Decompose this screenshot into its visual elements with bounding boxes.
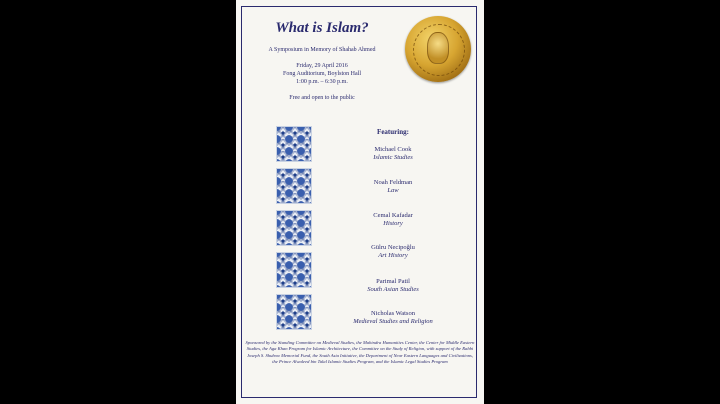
featuring-heading: Featuring: <box>377 128 409 136</box>
speaker-name: Noah Feldman <box>373 179 413 186</box>
speaker-field: South Asian Studies <box>367 286 419 293</box>
tile-pattern-image <box>276 126 312 162</box>
speaker-entry <box>328 278 458 294</box>
speaker-name: Parimal Patil <box>376 278 410 285</box>
speaker-name: Michael Cook <box>374 146 412 153</box>
speaker-field: Law <box>387 187 399 194</box>
speaker-entry <box>328 212 458 228</box>
poster <box>236 0 484 404</box>
coin-portrait <box>427 32 449 64</box>
speaker-field: History <box>383 220 403 227</box>
tile-pattern-image <box>276 294 312 330</box>
event-time: 1:00 p.m. – 6:30 p.m. <box>296 79 348 85</box>
speaker-name: Cemal Kafadar <box>373 212 413 219</box>
event-date: Friday, 29 April 2016 <box>296 63 348 69</box>
tile-pattern-image <box>276 252 312 288</box>
speaker-field: Medieval Studies and Religion <box>353 318 433 325</box>
speaker-field: Islamic Studies <box>373 154 413 161</box>
admission-note: Free and open to the public <box>289 95 355 101</box>
poster-subtitle: A Symposium in Memory of Shahab Ahmed <box>268 47 376 53</box>
speaker-field: Art History <box>378 252 408 259</box>
speaker-entry <box>328 244 458 260</box>
event-venue: Fong Auditorium, Boylston Hall <box>282 71 361 77</box>
gold-coin-image <box>405 16 471 82</box>
speaker-entry <box>328 179 458 195</box>
tile-pattern-image <box>276 168 312 204</box>
speaker-name: Nicholas Watson <box>371 310 415 317</box>
tile-pattern-image <box>276 210 312 246</box>
speaker-name: Gülru Necipoğlu <box>371 244 415 251</box>
event-details <box>242 62 402 86</box>
speaker-entry <box>328 310 458 326</box>
poster-title: What is Islam? <box>275 20 369 36</box>
speaker-entry <box>328 146 458 162</box>
sponsor-statement: Sponsored by the Standing Committee on Medieval Studies, the Mahindra Humanities Center, the Center for Middle Eastern Studies, the Aga Khan Program for Islamic Architecture, the Committee on the Study of Religion, with support of the Rabbi Joseph S. Shubow Memorial Fund, the South Asia Initiative, the Department of Near Eastern Languages and Civilizations, the Prince Alwaleed bin Talal Islamic Studies Program, and the Islamic Legal Studies Program <box>245 340 475 365</box>
